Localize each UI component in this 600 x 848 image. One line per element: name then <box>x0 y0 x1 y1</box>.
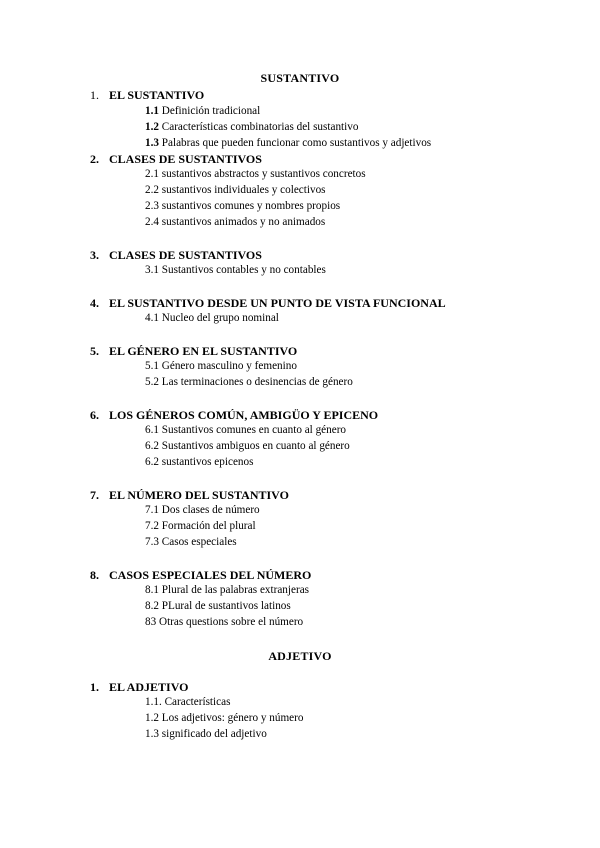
list-item <box>145 584 309 596</box>
item-text: significado del adjetivo <box>161 728 267 740</box>
section-heading-3 <box>90 248 262 263</box>
list-item <box>145 360 297 372</box>
section-heading-5 <box>90 344 297 359</box>
section-number: 2. <box>90 152 99 166</box>
item-number: 2.1 <box>145 168 159 180</box>
section-number: 1. <box>90 680 99 694</box>
section-title: CLASES DE SUSTANTIVOS <box>109 248 262 262</box>
section-heading-adjetivo-1 <box>90 680 188 695</box>
section-title: EL GÉNERO EN EL SUSTANTIVO <box>109 344 298 358</box>
item-text: Dos clases de número <box>161 504 260 516</box>
section-heading-1 <box>90 88 204 103</box>
section-title: LOS GÉNEROS COMÚN, AMBIGÜO Y EPICENO <box>109 408 379 422</box>
list-item <box>145 184 326 196</box>
list-item <box>145 168 366 180</box>
item-number: 5.1 <box>145 360 159 372</box>
list-item <box>145 424 346 436</box>
item-text: Casos especiales <box>161 536 237 548</box>
item-number: 1.2 <box>145 712 159 724</box>
item-number: 4.1 <box>145 312 159 324</box>
item-text: Características combinatorias del sustantivo <box>161 121 359 133</box>
item-text: Definición tradicional <box>161 105 261 117</box>
list-item <box>145 376 353 388</box>
section-title: EL ADJETIVO <box>109 680 189 694</box>
item-text: Otras questions sobre el número <box>158 616 304 628</box>
title-adjetivo: ADJETIVO <box>268 649 332 663</box>
list-item <box>145 121 358 133</box>
item-text: sustantivos abstractos y sustantivos concretos <box>161 168 366 180</box>
section-heading-8 <box>90 568 311 583</box>
item-text: Plural de las palabras extranjeras <box>161 584 310 596</box>
item-text: Sustantivos comunes en cuanto al género <box>161 424 347 436</box>
item-text: Características <box>164 696 231 708</box>
section-heading-2 <box>90 152 262 167</box>
list-item <box>145 264 326 276</box>
item-number: 1.2 <box>145 121 159 133</box>
item-text: Los adjetivos: género y número <box>161 712 304 724</box>
section-number: 8. <box>90 568 99 582</box>
item-number: 2.2 <box>145 184 159 196</box>
list-item <box>145 696 230 708</box>
section-title: CASOS ESPECIALES DEL NÚMERO <box>109 568 312 582</box>
item-number: 1.3 <box>145 728 159 740</box>
title-sustantivo: SUSTANTIVO <box>260 71 340 85</box>
item-number: 6.2 <box>145 440 159 452</box>
item-number: 1.1 <box>145 105 159 117</box>
item-number: 2.3 <box>145 200 159 212</box>
item-number: 8.1 <box>145 584 159 596</box>
item-number: 1.3 <box>145 137 159 149</box>
list-item <box>145 105 260 117</box>
item-number: 7.1 <box>145 504 159 516</box>
list-item <box>145 137 431 149</box>
section-number: 4. <box>90 296 99 310</box>
item-number: 5.2 <box>145 376 159 388</box>
section-title: EL SUSTANTIVO <box>109 88 205 102</box>
list-item <box>145 728 267 740</box>
list-item <box>145 200 340 212</box>
item-number: 7.3 <box>145 536 159 548</box>
item-number: 6.2 <box>145 456 159 468</box>
section-title: CLASES DE SUSTANTIVOS <box>109 152 262 166</box>
list-item <box>145 312 279 324</box>
item-number: 7.2 <box>145 520 159 532</box>
section-title: EL SUSTANTIVO DESDE UN PUNTO DE VISTA FUNCIONAL <box>109 296 446 310</box>
item-text: PLural de sustantivos latinos <box>161 600 291 612</box>
item-number: 8.2 <box>145 600 159 612</box>
item-number: 3.1 <box>145 264 159 276</box>
item-text: Sustantivos contables y no contables <box>161 264 326 276</box>
list-item <box>145 456 253 468</box>
item-text: Las terminaciones o desinencias de género <box>161 376 353 388</box>
section-heading-4 <box>90 296 446 311</box>
list-item <box>145 440 350 452</box>
section-heading-6 <box>90 408 378 423</box>
item-number: 6.1 <box>145 424 159 436</box>
section-number: 3. <box>90 248 99 262</box>
item-text: sustantivos epicenos <box>161 456 254 468</box>
item-text: Género masculino y femenino <box>161 360 297 372</box>
list-item <box>145 536 237 548</box>
item-number: 83 <box>145 616 157 628</box>
section-heading-7 <box>90 488 289 503</box>
list-item <box>145 600 291 612</box>
item-text: sustantivos animados y no animados <box>161 216 326 228</box>
item-number: 2.4 <box>145 216 159 228</box>
list-item <box>145 712 303 724</box>
list-item <box>145 616 303 628</box>
section-number: 6. <box>90 408 99 422</box>
item-text: sustantivos individuales y colectivos <box>161 184 326 196</box>
list-item <box>145 504 260 516</box>
item-text: Nucleo del grupo nominal <box>161 312 279 324</box>
section-number: 1. <box>90 88 99 102</box>
item-text: Palabras que pueden funcionar como sustantivos y adjetivos <box>161 137 432 149</box>
item-text: sustantivos comunes y nombres propios <box>161 200 341 212</box>
item-text: Formación del plural <box>161 520 256 532</box>
section-title: EL NÚMERO DEL SUSTANTIVO <box>109 488 289 502</box>
section-number: 5. <box>90 344 99 358</box>
list-item <box>145 520 256 532</box>
item-number: 1.1. <box>145 696 162 708</box>
list-item <box>145 216 325 228</box>
item-text: Sustantivos ambiguos en cuanto al género <box>161 440 350 452</box>
section-number: 7. <box>90 488 99 502</box>
